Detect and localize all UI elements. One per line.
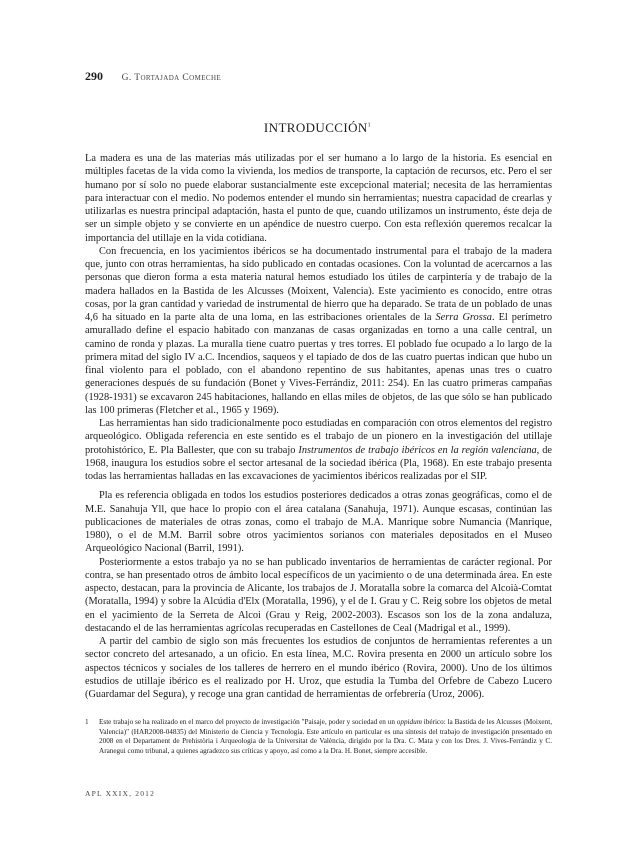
footnote (85, 718, 552, 756)
body-text (85, 152, 552, 701)
footnote-italic: oppidum (396, 718, 422, 726)
paragraph-3-text-a: Las herramientas han sido tradicionalmente poco estudiadas en comparación con otros elementos del registro arqueológico. Obligada referencia en este sentido es el trabajo de un pionero en la investigación del utillaje protohistórico, E. Pla Ballester, que con su trabajo (85, 418, 552, 456)
paragraph-5: Posteriormente a estos trabajo ya no se han publicado inventarios de herramientas de carácter regional. Por contra, se han presentado otros de ámbito local específicos de un yacimiento o de una determinada área. En este aspecto, destacan, para la provincia de Alicante, los trabajos de J. Moratalla sobre la comarca del Alcoià-Comtat (Moratalla, 1994) y sobre la Alcúdia d'Elx (Moratalla, 1996), y el de I. Grau y C. Reig sobre los objetos de metal en el yacimiento de la Serreta de Alcoi (Grau y Reig, 2002-2003). Escasos son los de la zona andaluza, destacando el de las herramientas agrícolas recuperadas en Castellones de Ceal (Madrigal et al., 1999). (85, 556, 552, 634)
section-title (0, 120, 635, 136)
footnote-marker[interactable]: 1 (367, 122, 372, 129)
paragraph-3 (85, 417, 552, 483)
section-title-text: INTRODUCCIÓN (263, 120, 368, 135)
paragraph-2 (85, 245, 552, 417)
running-head (85, 69, 221, 84)
paragraph-3-italic: Instrumentos de trabajo ibéricos en la región valenciana (298, 444, 537, 456)
paragraph-2-text-b: . El perímetro amurallado define el espacio habitado con manzanas de casas organizadas en torno a una calle central, un camino de ronda y plazas. La muralla tiene cuatro puertas y tres torres. El poblado fue ocupado a lo largo de la primera mitad del siglo IV a.C. Incendios, saqueos y el tapiado de dos de las cuatro puertas indican que hubo un final violento para el poblado, con el abandono repentino de sus habitantes, apenas unas tres o cuatro generaciones después de su fundación (Bonet y Vives-Ferrándiz, 2011: 254). En las cuatro primeras campañas (1928-1931) se excavaron 245 habitaciones, hallando en ellas miles de objetos, de las que sólo se han publicado las 100 primeras (Fletcher et al., 1965 y 1969). (85, 312, 552, 416)
journal-footer: APL XXIX, 2012 (85, 789, 156, 798)
paragraph-4: Pla es referencia obligada en todos los estudios posteriores dedicados a otras zonas geográficas, como el de M.E. Sanahuja Yll, que hace lo propio con el área catalana (Sanahuja, 1971). Aunque escasas, continúan las publicaciones de materiales de otras zonas, como el trabajo de M.A. Manrique sobre Numancia (Manrique, 1980), o el de M.M. Barril sobre otros yacimientos sorianos con materiales depositados en el Museo Arqueológico Nacional (Barril, 1991). (85, 490, 552, 555)
footnote-text-b: ibérico: la Bastida de les Alcusses (Moixent, Valencia)" (HAR2008-04835) del Ministerio de Ciencia y Tecnología. Este artículo en particular es una síntesis del trabajo de investigación presentado en 2008 en el Departament de Prehistòria i Arqueologia de la Universitat de València, dirigido por la Dra. C. Mata y con los Dres. J. Vives-Ferrándiz y C. Aranegui como tribunal, a quienes agradezco sus críticas y apoyo, así como a la Dra. H. Bonet, siempre accesible. (99, 718, 552, 755)
paragraph-6: A partir del cambio de siglo son más frecuentes los estudios de conjuntos de herramientas referentes a un sector concreto del artesanado, a un oficio. En esta línea, M.C. Rovira presenta en 2000 un artículo sobre los aspectos técnicos y sociales de los talleres de herrero en el mundo ibérico (Rovira, 2000). Uno de los últimos estudios de utillaje ibérico es el realizado por H. Uroz, que estudia la Tumba del Orfebre de Cabezo Lucero (Guardamar del Segura), y recoge una gran cantidad de herramientas de orfebrería (Uroz, 2006). (85, 636, 552, 700)
paragraph-2-italic: Serra Grossa (435, 312, 492, 323)
paragraph-3-text-b: , de 1968, inaugura los estudios sobre el sector artesanal de la sociedad ibérica (Pla, 1968). En este trabajo presenta todas las herramientas halladas en las excavaciones de yacimientos ibéricos realizadas por el SIP. (85, 444, 553, 482)
paragraph-1: La madera es una de las materias más utilizadas por el ser humano a lo largo de la historia. Es esencial en múltiples facetas de la vida como la vivienda, los medios de transporte, la captación de recursos, etc. Pero el ser humano por sí solo no puede elaborar sustancialmente este excepcional material; necesita de las herramientas para interactuar con el medio. No podemos entender el mundo sin herramientas; nuestra capacidad de crearlas y utilizarlas es nuestra principal adaptación, hasta el punto de que, cuando utilizamos un instrumento, éste deja de ser un simple objeto y se convierte en un apéndice de nuestro cuerpo. Con esta reflexión queremos recalcar la importancia del utillaje en la vida cotidiana. (85, 153, 552, 244)
footnote-text (99, 718, 552, 756)
page-number: 290 (85, 69, 103, 83)
paragraph-2-text-a: Con frecuencia, en los yacimientos ibéricos se ha documentado instrumental para el trabajo de la madera que, junto con otras herramientas, ha sido publicado en contadas ocasiones. Con la voluntad de acercarnos a las personas que dieron forma a esta materia natural hemos estudiado los útiles de carpintería y de trabajo de la madera hallados en la Bastida de les Alcusses (Moixent, Valencia). Este yacimiento es conocido, entre otras cosas, por la gran cantidad y variedad de instrumental de hierro que ha deparado. Se trata de un poblado de unas 4,6 ha situado en la parte alta de una loma, en las estribaciones orientales de la (85, 245, 552, 323)
footnote-text-a: Este trabajo se ha realizado en el marco del proyecto de investigación "Paisaje, poder y sociedad en un (99, 718, 395, 726)
running-head-author: G. Tortajada Comeche (121, 73, 222, 83)
footnote-number: 1 (85, 718, 89, 726)
